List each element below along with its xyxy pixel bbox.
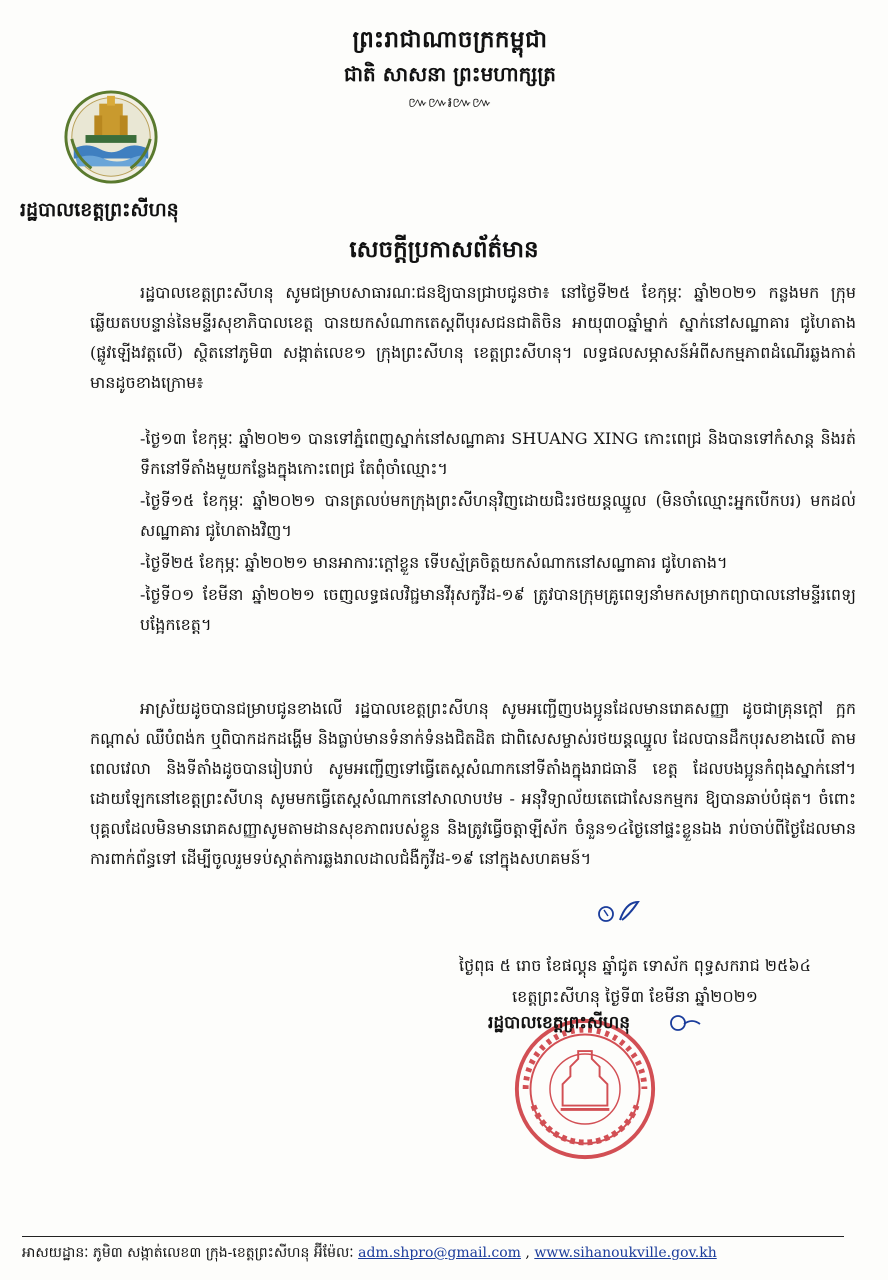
ornament: ៚៚៛៚៚ bbox=[408, 95, 492, 111]
lunar-date: ថ្ងៃពុធ ៥ រោច ខែផល្គុន ឆ្នាំជូត ទោស័ក ពុទ្ធសករាជ ២៥៦៤ bbox=[458, 956, 811, 975]
national-motto: ជាតិ សាសនា ព្រះមហាក្សត្រ bbox=[344, 62, 556, 86]
list-item: -ថ្ងៃទី០១ ខែមីនា ឆ្នាំ២០២១ ចេញលទ្ធផលវិជ្ជមានវីរុសកូវីដ-១៩ ត្រូវបានក្រុមគ្រូពេទ្យនាំមកសម្រាកព្យាបាលនៅមន្ទីរពេទ្យបង្អែកខេត្ត។ bbox=[140, 585, 856, 634]
letterhead bbox=[250, 26, 650, 114]
website-link[interactable]: www.sihanoukville.gov.kh bbox=[534, 1245, 717, 1261]
signatory-name: រដ្ឋបាលខេត្តព្រះសីហនុ bbox=[488, 1013, 631, 1033]
provincial-emblem-icon bbox=[62, 88, 160, 186]
intro-paragraph: រដ្ឋបាលខេត្តព្រះសីហនុ សូមជម្រាបសាធារណៈជនឱ្យបានជ្រាបជូនថា៖ នៅថ្ងៃទី២៥ ខែកុម្ភៈ ឆ្នាំ២០២១ កន្លងមក ក្រុមឆ្លើយតបបន្ទាន់នៃមន្ទីរសុខាភិបាលខេត្ត បានយកសំណាកតេស្តពីបុរសជនជាតិចិន អាយុ៣០ឆ្នាំម្នាក់ ស្នាក់នៅសណ្ឋាគារ ជូហៃតាង (ផ្លូវឡើងវត្តលើ) ស្ថិតនៅភូមិ៣ សង្កាត់លេខ១ ក្រុងព្រះសីហនុ ខេត្តព្រះសីហនុ។ លទ្ធផលសម្ភាសន៍អំពីសកម្មភាពដំណើរឆ្លងកាត់មានដូចខាងក្រោម៖ bbox=[90, 283, 856, 392]
list-item: -ថ្ងៃ១៣ ខែកុម្ភៈ ឆ្នាំ២០២១ បានទៅភ្នំពេញស្នាក់នៅសណ្ឋាគារ SHUANG XING កោះពេជ្រ និងបានទៅកំសាន្ត និងរត់ទឹកនៅទីតាំងមួយកន្លែងក្នុងកោះពេជ្រ តែពុំចាំឈ្មោះ។ bbox=[140, 429, 856, 478]
initial-mark-icon bbox=[596, 898, 644, 926]
footer-divider bbox=[22, 1236, 844, 1237]
list-item: -ថ្ងៃទី១៥ ខែកុម្ភៈ ឆ្នាំ២០២១ បានត្រលប់មកក្រុងព្រះសីហនុវិញដោយជិះរថយន្តឈ្នួល (មិនចាំឈ្មោះអ្នកបើកបរ) មកដល់សណ្ឋាគារ ជូហៃតាងវិញ។ bbox=[140, 491, 856, 540]
solar-date: ខេត្តព្រះសីហនុ ថ្ងៃទី៣ ខែមីនា ឆ្នាំ២០២១ bbox=[512, 987, 758, 1006]
email-link[interactable]: adm.shpro@gmail.com bbox=[358, 1245, 521, 1261]
document-title: សេចក្ដីប្រកាសព័ត៌មាន bbox=[349, 236, 539, 263]
list-item: -ថ្ងៃទី២៥ ខែកុម្ភៈ ឆ្នាំ២០២១ មានអាការៈក្ដៅខ្លួន ទើបស្ម័គ្រចិត្តយកសំណាកនៅសណ្ឋាគារ ជូហៃតាង។ bbox=[140, 553, 728, 572]
kingdom-name: ព្រះរាជាណាចក្រកម្ពុជា bbox=[352, 26, 548, 53]
date-block bbox=[410, 950, 860, 1012]
footer-address: អាសយដ្ឋានៈ ភូមិ៣ សង្កាត់លេខ៣ ក្រុង-ខេត្តព្រះសីហនុ អ៊ីម៉ែលៈ bbox=[22, 1245, 354, 1261]
signature-mark-icon bbox=[668, 1012, 702, 1034]
footer-separator: , bbox=[525, 1245, 530, 1261]
official-seal-icon bbox=[512, 1016, 658, 1162]
timeline-list bbox=[140, 424, 856, 642]
footer bbox=[22, 1243, 852, 1264]
advice-paragraph: អាស្រ័យដូចបានជម្រាបជូនខាងលើ រដ្ឋបាលខេត្តព្រះសីហនុ សូមអញ្ជើញបងប្អូនដែលមានរោគសញ្ញា ដូចជាគ្រុនក្ដៅ ក្អក កណ្ដាស់ ឈឺបំពង់ក ឬពិបាកដកដង្ហើម និងធ្លាប់មានទំនាក់ទំនងជិតដិត ជាពិសេសម្ចាស់រថយន្តឈ្នួល ដែលបានដឹកបុរសខាងលើ តាមពេលវេលា និងទីតាំងដូចបានរៀបរាប់ សូមអញ្ជើញទៅធ្វើតេស្តសំណាកនៅទីតាំងក្នុងរាជធានី ខេត្ត ដែលបងប្អូនកំពុងស្នាក់នៅ។ ដោយឡែកនៅខេត្តព្រះសីហនុ សូមមកធ្វើតេស្តសំណាកនៅសាលាបឋម - អនុវិទ្យាល័យតេជោសែនកម្មករ ឱ្យបានឆាប់បំផុត។ ចំពោះបុគ្គលដែលមិនមានរោគសញ្ញាសូមតាមដានសុខភាពរបស់ខ្លួន និងត្រូវធ្វើចត្តាឡីស័ក ចំនួន១៤ថ្ងៃនៅផ្ទះខ្លួនឯង រាប់ចាប់ពីថ្ងៃដែលមានការពាក់ព័ន្ធទៅ ដើម្បីចូលរួមទប់ស្កាត់ការឆ្លងរាលដាលជំងឺកូវីដ-១៩ នៅក្នុងសហគមន៍។ bbox=[90, 699, 856, 868]
organization-name: រដ្ឋបាលខេត្តព្រះសីហនុ bbox=[20, 199, 179, 221]
